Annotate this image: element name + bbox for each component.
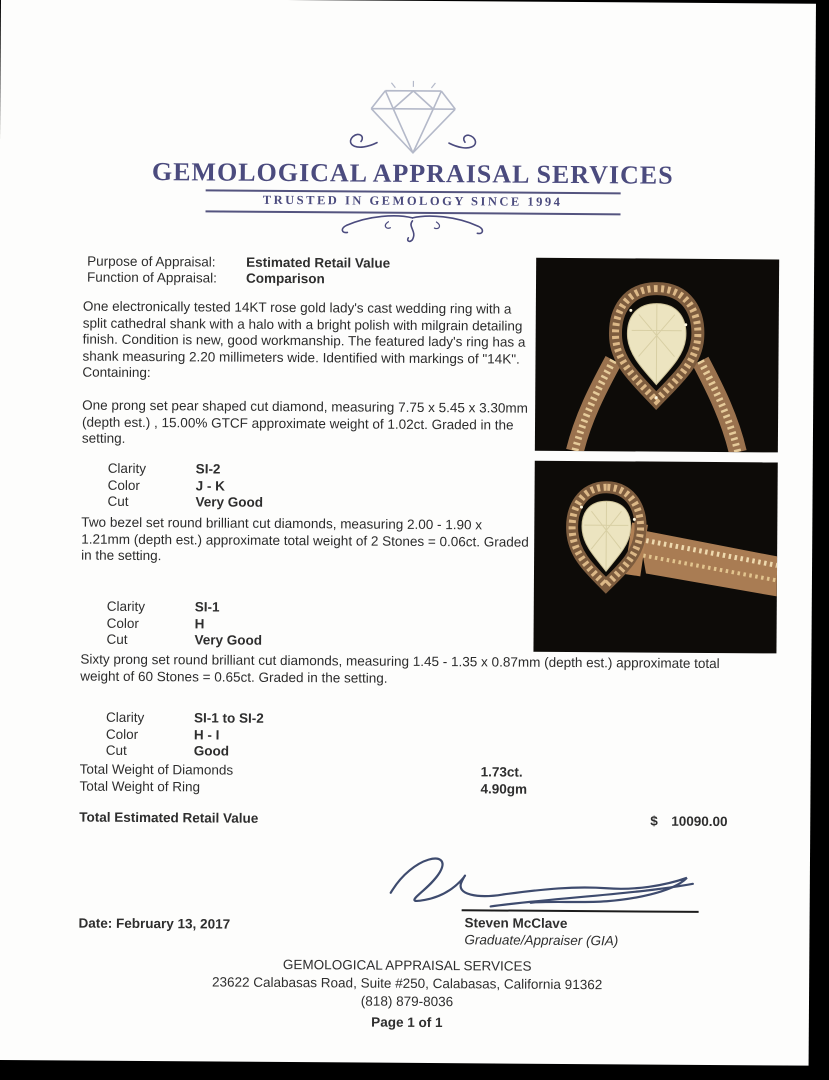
stone-3-grades [106, 710, 264, 761]
ring-side-view-photo [533, 461, 777, 654]
stone-1-description: One prong set pear shaped cut diamond, measuring 7.75 x 5.45 x 3.30mm (depth est.) , 15.00% GTCF approximate weight of 1.02ct. Graded in the setting. [81, 397, 528, 446]
clarity-label: Clarity [106, 598, 146, 615]
appraisal-date: Date: February 13, 2017 [78, 915, 231, 932]
org-tagline: TRUSTED IN GEMOLOGY SINCE 1994 [262, 192, 563, 209]
footer-org-name: GEMOLOGICAL APPRAISAL SERVICES [282, 956, 532, 974]
footer-phone: (818) 879-8036 [360, 993, 454, 1010]
footer-address: 23622 Calabasas Road, Suite #250, Calabasas, California 91362 [211, 974, 603, 993]
color-value: H [194, 615, 205, 631]
total-retail-value: 10090.00 [671, 813, 728, 830]
purpose-value: Estimated Retail Value [246, 254, 391, 271]
stone-3-description: Sixty prong set round brilliant cut diamonds, measuring 1.45 - 1.35 x 0.87mm (depth est.) approximate total weight of 60 Stones = 0.65ct. Graded in the setting. [80, 651, 720, 686]
function-value: Comparison [245, 270, 325, 287]
clarity-label: Clarity [107, 460, 147, 477]
cut-label: Cut [107, 493, 129, 509]
total-weight-ring-label: Total Weight of Ring [79, 778, 201, 795]
cut-value: Very Good [194, 632, 263, 648]
total-weight-ring-value: 4.90gm [480, 781, 528, 797]
flourish-ornament-icon [332, 213, 492, 244]
page-number: Page 1 of 1 [371, 1014, 443, 1031]
color-label: Color [107, 477, 140, 493]
stone-2-description: Two bezel set round brilliant cut diamonds, measuring 2.00 - 1.90 x 1.21mm (depth est.) approximate total weight of 2 Stones = 0.06ct. Graded in the setting. [81, 514, 529, 564]
purpose-label: Purpose of Appraisal: [87, 253, 216, 270]
color-value: J - K [195, 477, 225, 494]
color-label: Color [105, 726, 139, 742]
stone-2-grades [106, 599, 262, 650]
total-weight-diamonds-label: Total Weight of Diamonds [79, 761, 234, 778]
item-description: One electronically tested 14KT rose gold lady's cast wedding ring with a split cathedral shank with a halo with a bright polish with milgrain detailing finish. Condition is new, good workmanship. The featured lady's ring has a shank measuring 2.20 millimeters wide. Identified with markings of "14K". Containing: [82, 298, 526, 381]
stone-1-grades [107, 461, 263, 512]
ring-front-view-photo [535, 258, 779, 453]
cut-label: Cut [106, 631, 128, 647]
clarity-value: SI-2 [195, 461, 221, 477]
function-label: Function of Appraisal: [87, 269, 217, 286]
color-value: H - I [193, 726, 220, 743]
total-retail-value-label: Total Estimated Retail Value [79, 809, 259, 826]
total-retail-currency: $ [650, 813, 658, 829]
cut-value: Very Good [195, 494, 264, 510]
total-weight-diamonds-value: 1.73ct. [480, 764, 523, 780]
cut-label: Cut [105, 742, 127, 758]
cut-value: Good [193, 743, 230, 759]
diamond-logo-icon [333, 78, 494, 161]
signature-scribble [373, 847, 703, 915]
signer-title: Graduate/Appraiser (GIA) [464, 932, 619, 949]
ring-side-illustration [533, 461, 777, 654]
clarity-value: SI-1 [194, 599, 220, 615]
org-title: GEMOLOGICAL APPRAISAL SERVICES [151, 157, 674, 190]
function-row [87, 270, 325, 288]
clarity-value: SI-1 to SI-2 [193, 710, 264, 726]
ring-front-illustration [535, 258, 779, 453]
color-label: Color [106, 615, 139, 631]
clarity-label: Clarity [105, 709, 145, 726]
signer-name: Steven McClave [464, 915, 568, 931]
